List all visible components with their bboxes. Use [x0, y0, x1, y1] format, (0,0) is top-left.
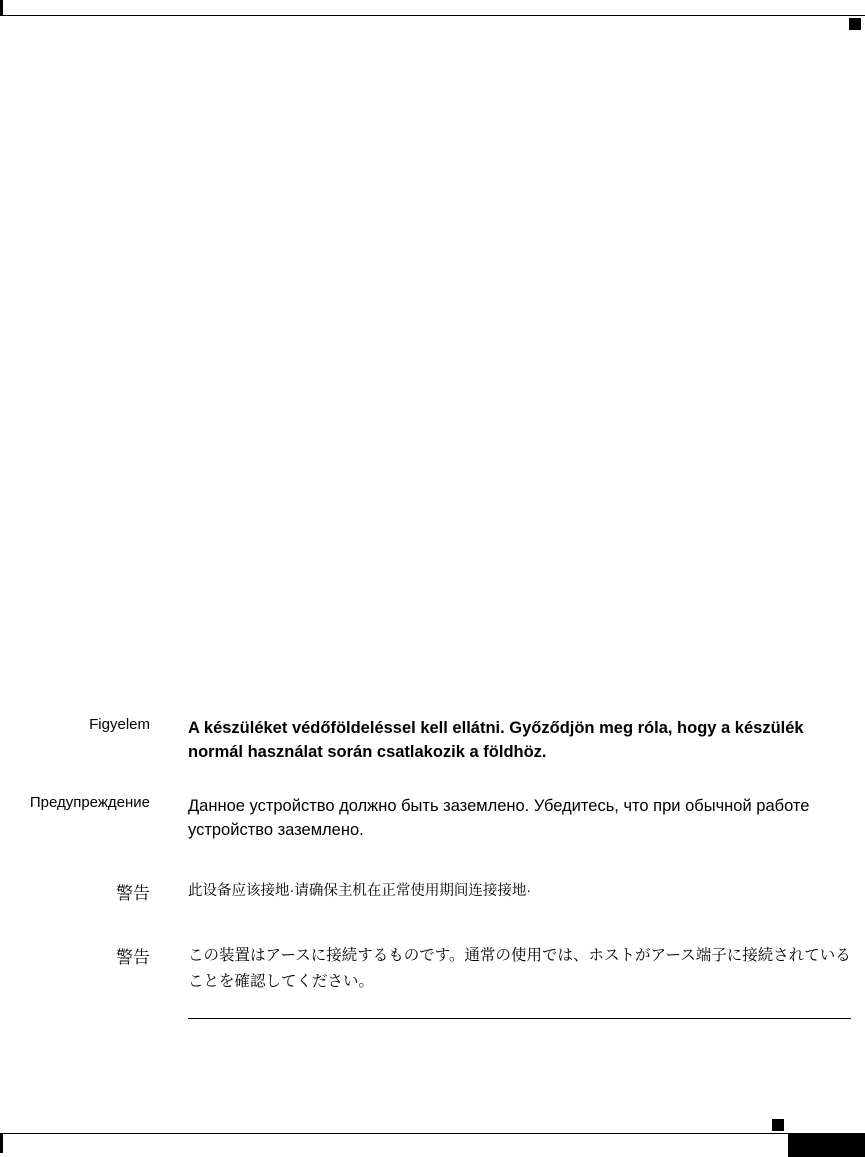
warning-text-chinese: 此设备应该接地·请确保主机在正常使用期间连接接地·: [188, 883, 532, 899]
footer-rule: [0, 1133, 865, 1134]
warning-label-japanese: 警告: [116, 948, 150, 967]
footer-marker: [772, 1119, 784, 1131]
section-end-rule: [188, 1018, 851, 1019]
footer-page-block: [788, 1133, 865, 1157]
warning-label-russian: Предупреждение: [29, 794, 150, 811]
warning-text-japanese: この装置はアースに接続するものです。通常の使用では、ホストがアース端子に接続されていることを確認してください。: [188, 947, 851, 990]
warning-text-hungarian: A készüléket védőföldeléssel kell ellátni. Győződjön meg róla, hogy a készülék normál használat során csatlakozik a földhöz.: [188, 719, 804, 761]
header-rule: [0, 15, 865, 16]
footer-tick-mark: [0, 1133, 3, 1153]
warning-text-russian: Данное устройство должно быть заземлено. Убедитесь, что при обычной работе устройство заземлено.: [188, 797, 810, 839]
warning-label-chinese: 警告: [116, 884, 150, 903]
header-corner-marker: [849, 18, 861, 30]
warning-label-hungarian: Figyelem: [89, 716, 150, 733]
header-tick-mark: [0, 0, 3, 16]
